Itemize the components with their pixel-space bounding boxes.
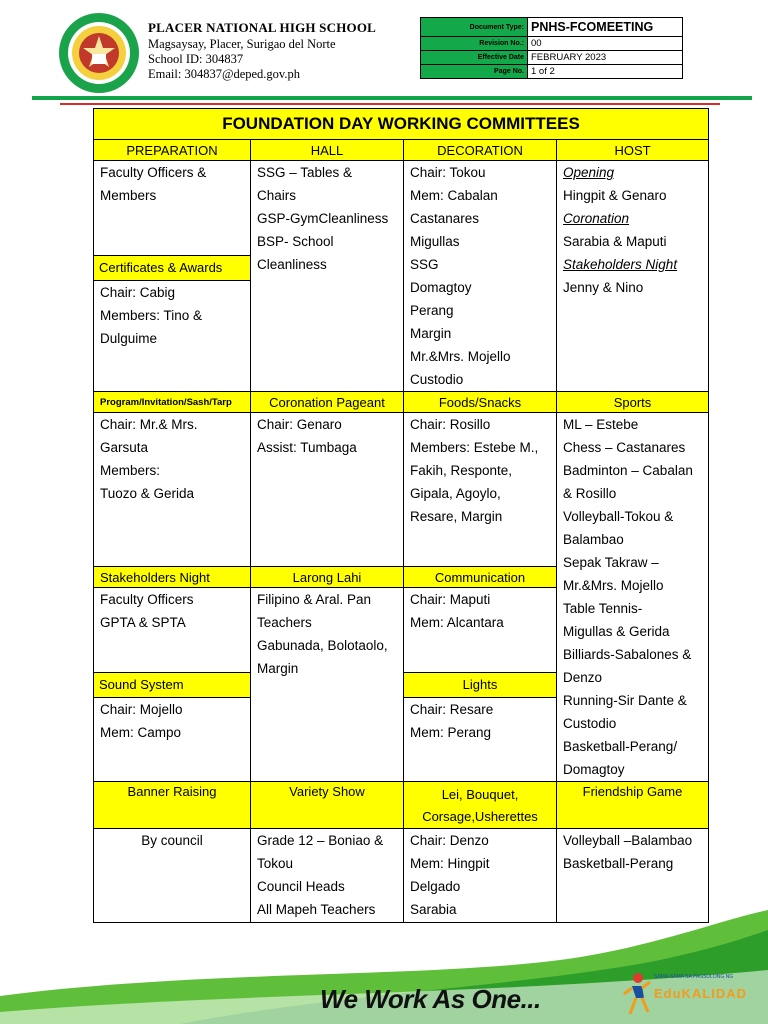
list-item: Running-Sir Dante & bbox=[563, 693, 687, 708]
list-item: GSP-GymCleanliness bbox=[257, 211, 389, 226]
list-item: Members: Tino & bbox=[100, 308, 203, 323]
list-item: Gipala, Agoylo, bbox=[410, 486, 501, 501]
school-header bbox=[58, 12, 418, 90]
list-item: Jenny & Nino bbox=[563, 280, 644, 295]
lights-header: Lights bbox=[403, 672, 557, 698]
effective-date-label: Effective Date bbox=[421, 51, 528, 65]
list-item: Sarabia & Maputi bbox=[563, 234, 667, 249]
list-item: Mr.&Mrs. Mojello bbox=[410, 349, 511, 364]
list-item: Basketball-Perang/ bbox=[563, 739, 678, 754]
list-item: Billiards-Sabalones & bbox=[563, 647, 692, 662]
list-item: Chess – Castanares bbox=[563, 440, 686, 455]
list-item: Badminton – Cabalan bbox=[563, 463, 693, 478]
school-seal-logo bbox=[58, 12, 140, 94]
host-stakeholders-label: Stakeholders Night bbox=[563, 257, 678, 272]
list-item: Chair: Mr.& Mrs. bbox=[100, 417, 198, 432]
list-item: Faculty Officers & bbox=[100, 165, 207, 180]
revision-value: 00 bbox=[528, 37, 683, 51]
list-item: Mem: Alcantara bbox=[410, 615, 504, 630]
list-item: Council Heads bbox=[257, 879, 345, 894]
list-item: Tokou bbox=[257, 856, 294, 871]
list-item: Fakih, Responte, bbox=[410, 463, 513, 478]
doc-type-label: Document Type: bbox=[421, 18, 528, 37]
list-item: Chair: Genaro bbox=[257, 417, 342, 432]
school-id: School ID: 304837 bbox=[148, 52, 244, 66]
header-sports: Sports bbox=[557, 392, 709, 413]
page-number-value: 1 of 2 bbox=[528, 65, 683, 79]
list-item: Margin bbox=[257, 661, 299, 676]
list-item: Denzo bbox=[563, 670, 603, 685]
list-item: Migullas & Gerida bbox=[563, 624, 670, 639]
header-banner-raising: Banner Raising bbox=[94, 782, 251, 829]
header-divider-red bbox=[60, 103, 720, 105]
footer-motto: We Work As One... bbox=[320, 984, 541, 1014]
school-email: Email: 304837@deped.gov.ph bbox=[148, 67, 300, 81]
decoration-cell bbox=[404, 161, 557, 392]
host-coronation-label: Coronation bbox=[563, 211, 630, 226]
school-address: Magsaysay, Placer, Surigao del Norte bbox=[148, 37, 336, 51]
host-opening-label: Opening bbox=[563, 165, 615, 180]
list-item: Members bbox=[100, 188, 157, 203]
header-coronation-pageant: Coronation Pageant bbox=[251, 392, 404, 413]
sound-system-header: Sound System bbox=[93, 672, 251, 698]
header-program: Program/Invitation/Sash/Tarp bbox=[94, 392, 251, 413]
list-item: Domagtoy bbox=[563, 762, 625, 777]
effective-date-value: FEBRUARY 2023 bbox=[528, 51, 683, 65]
list-item: By council bbox=[141, 833, 203, 848]
hall-cell bbox=[251, 161, 404, 392]
list-item: Chair: Maputi bbox=[410, 592, 491, 607]
revision-label: Revision No.: bbox=[421, 37, 528, 51]
document-info-box bbox=[420, 17, 683, 79]
header-lei-bouquet: Lei, Bouquet, Corsage,Usherettes bbox=[404, 782, 557, 829]
list-item: Basketball-Perang bbox=[563, 856, 674, 871]
header-communication: Communication bbox=[404, 567, 557, 588]
list-item: Margin bbox=[410, 326, 452, 341]
host-cell bbox=[557, 161, 709, 392]
list-item: SSG bbox=[410, 257, 439, 272]
list-item: Volleyball-Tokou & bbox=[563, 509, 674, 524]
list-item: Mem: Campo bbox=[100, 725, 182, 740]
list-item: Assist: Tumbaga bbox=[257, 440, 357, 455]
list-item: Garsuta bbox=[100, 440, 149, 455]
sports-cell bbox=[557, 413, 709, 782]
list-item: Sarabia bbox=[410, 902, 457, 917]
list-item: Grade 12 – Boniao & bbox=[257, 833, 384, 848]
header-stakeholders-night: Stakeholders Night bbox=[94, 567, 251, 588]
list-item: Custodio bbox=[410, 372, 464, 387]
list-item: Chair: Mojello bbox=[100, 702, 183, 717]
brand-name: EduKALIDAD bbox=[654, 986, 748, 1001]
list-item: Hingpit & Genaro bbox=[563, 188, 667, 203]
list-item: Tuozo & Gerida bbox=[100, 486, 195, 501]
list-item: BSP- School bbox=[257, 234, 334, 249]
certificates-awards-header: Certificates & Awards bbox=[93, 255, 251, 281]
larong-lahi-cell bbox=[251, 588, 404, 782]
list-item: Filipino & Aral. Pan bbox=[257, 592, 372, 607]
header-foods-snacks: Foods/Snacks bbox=[404, 392, 557, 413]
communication-cell bbox=[404, 588, 557, 782]
header-hall: HALL bbox=[251, 140, 404, 161]
list-item: Domagtoy bbox=[410, 280, 472, 295]
list-item: All Mapeh Teachers bbox=[257, 902, 376, 917]
list-item: GPTA & SPTA bbox=[100, 615, 186, 630]
list-item: Perang bbox=[410, 303, 454, 318]
list-item: Resare, Margin bbox=[410, 509, 503, 524]
list-item: Chair: Tokou bbox=[410, 165, 486, 180]
list-item: Mem: Hingpit bbox=[410, 856, 490, 871]
header-friendship-game: Friendship Game bbox=[557, 782, 709, 829]
list-item: Table Tennis- bbox=[563, 601, 643, 616]
list-item: Cleanliness bbox=[257, 257, 327, 272]
header-decoration: DECORATION bbox=[404, 140, 557, 161]
header-divider-green bbox=[32, 96, 752, 100]
list-item: Balambao bbox=[563, 532, 624, 547]
school-name: PLACER NATIONAL HIGH SCHOOL bbox=[148, 20, 376, 35]
list-item: Mem: Perang bbox=[410, 725, 492, 740]
list-item: Mr.&Mrs. Mojello bbox=[563, 578, 664, 593]
stakeholders-cell bbox=[94, 588, 251, 782]
list-item: Chairs bbox=[257, 188, 297, 203]
list-item: Volleyball –Balambao bbox=[563, 833, 693, 848]
coronation-cell bbox=[251, 413, 404, 567]
header-host: HOST bbox=[557, 140, 709, 161]
list-item: Chair: Cabig bbox=[100, 285, 176, 300]
program-cell bbox=[94, 413, 251, 567]
edukalidad-logo bbox=[618, 968, 758, 1018]
list-item: Custodio bbox=[563, 716, 617, 731]
header-preparation: PREPARATION bbox=[94, 140, 251, 161]
list-item: Members: bbox=[100, 463, 161, 478]
list-item: SSG – Tables & bbox=[257, 165, 353, 180]
list-item: Chair: Rosillo bbox=[410, 417, 491, 432]
list-item: Sepak Takraw – bbox=[563, 555, 659, 570]
page-number-label: Page No. bbox=[421, 65, 528, 79]
list-item: ML – Estebe bbox=[563, 417, 639, 432]
list-item: Members: Estebe M., bbox=[410, 440, 539, 455]
list-item: Delgado bbox=[410, 879, 461, 894]
list-item: Castanares bbox=[410, 211, 480, 226]
list-item: Faculty Officers bbox=[100, 592, 194, 607]
committees-table bbox=[93, 108, 709, 923]
runner-icon bbox=[622, 972, 652, 1016]
list-item: Migullas bbox=[410, 234, 460, 249]
list-item: Chair: Denzo bbox=[410, 833, 489, 848]
foods-cell bbox=[404, 413, 557, 567]
document-title: FOUNDATION DAY WORKING COMMITTEES bbox=[94, 109, 709, 140]
header-variety-show: Variety Show bbox=[251, 782, 404, 829]
list-item: & Rosillo bbox=[563, 486, 617, 501]
list-item: Gabunada, Bolotaolo, bbox=[257, 638, 388, 653]
list-item: Chair: Resare bbox=[410, 702, 494, 717]
header-larong-lahi: Larong Lahi bbox=[251, 567, 404, 588]
preparation-cell bbox=[94, 161, 251, 392]
list-item: Dulguime bbox=[100, 331, 158, 346]
list-item: Mem: Cabalan bbox=[410, 188, 498, 203]
brand-tagline: SAMA-SAMA SA PAGSULONG NG bbox=[654, 974, 734, 980]
list-item: Teachers bbox=[257, 615, 312, 630]
doc-type-value: PNHS-FCOMEETING bbox=[528, 18, 683, 37]
